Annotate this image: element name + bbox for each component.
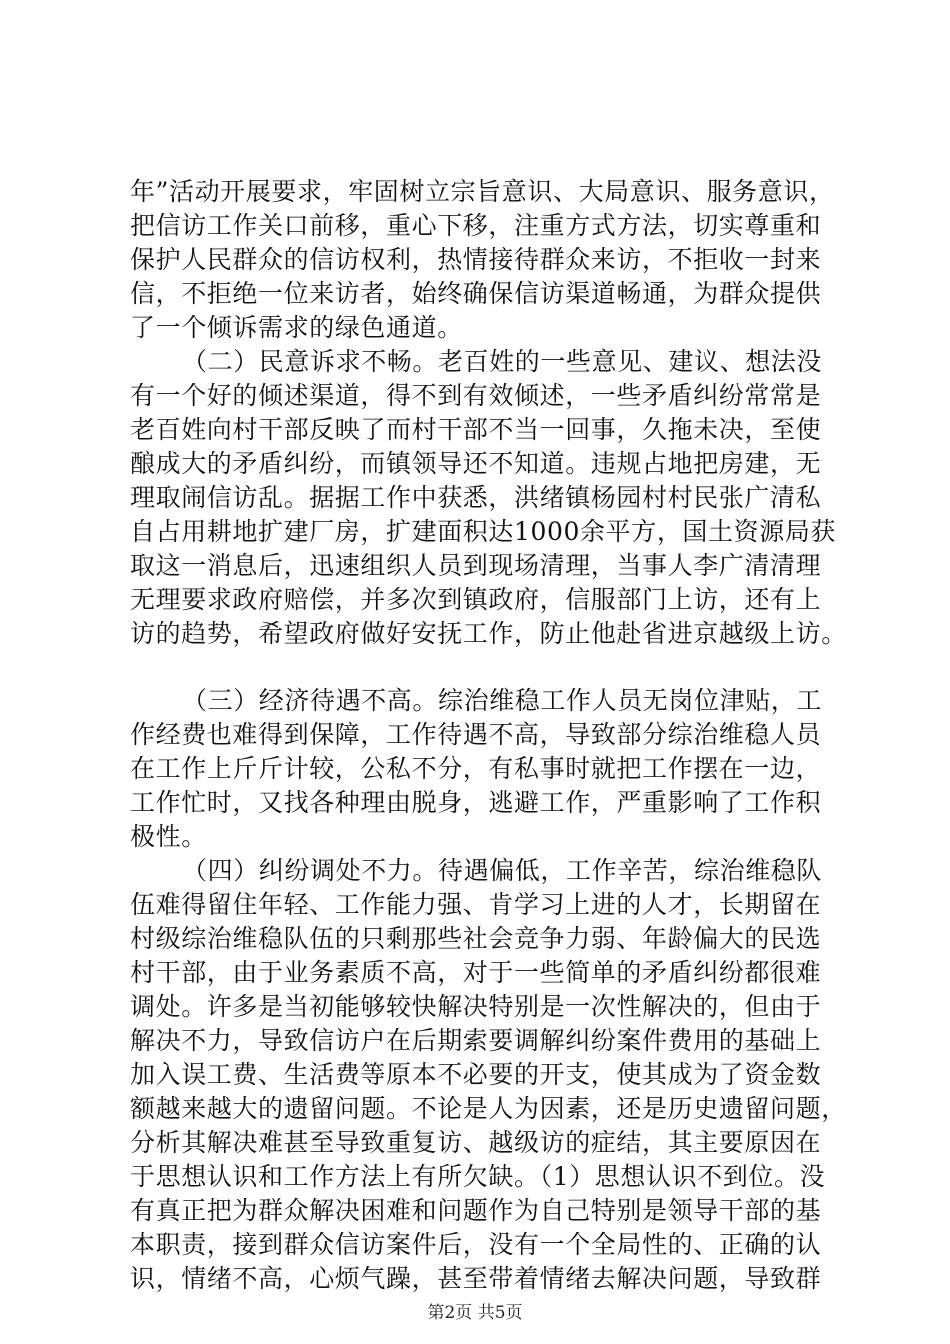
text-line-13: 无理要求政府赔偿，并多次到镇政府，信服部门上访，还有上 — [130, 585, 822, 614]
paragraph-3-start: （三）经济待遇不高。综治维稳工作人员无岗位津贴，工 — [182, 686, 823, 715]
text-line-18: 工作忙时，又找各种理由脱身，逃避工作，严重影响了工作积 — [130, 788, 822, 817]
text-line-31: 本职责，接到群众信访案件后，没有一个全局性的、正确的认 — [130, 1230, 822, 1259]
text-line-23: 村干部，由于业务素质不高，对于一些简单的矛盾纠纷都很难 — [130, 958, 822, 987]
text-line-27: 额越来越大的遗留问题。不论是人为因素，还是历史遗留问题， — [130, 1094, 847, 1123]
text-line-10: 理取闹信访乱。据据工作中获悉，洪绪镇杨园村村民张广清私 — [130, 483, 822, 512]
text-line-7: 有一个好的倾述渠道，得不到有效倾述，一些矛盾纠纷常常是 — [130, 381, 822, 410]
text-line-21: 伍难得留住年轻、工作能力强、肯学习上进的人才，长期留在 — [130, 890, 822, 919]
text-line-24: 调处。许多是当初能够较快解决特别是一次性解决的，但由于 — [130, 992, 822, 1021]
text-line-9: 酿成大的矛盾纠纷，而镇领导还不知道。违规占地把房建，无 — [130, 449, 822, 478]
page-number-footer: 第2页 共5页 — [427, 1303, 523, 1323]
text-line-28: 分析其解决难甚至导致重复访、越级访的症结，其主要原因在 — [130, 1128, 822, 1157]
text-line-8: 老百姓向村干部反映了而村干部不当一回事，久拖未决，至使 — [130, 415, 822, 444]
text-line-19: 极性。 — [130, 822, 207, 851]
text-line-29: 于思想认识和工作方法上有所欠缺。（1）思想认识不到位。没 — [130, 1162, 826, 1191]
text-line-25: 解决不力，导致信访户在后期索要调解纠纷案件费用的基础上 — [130, 1026, 822, 1055]
text-line-14: 访的趋势，希望政府做好安抚工作，防止他赴省进京越级上访。 — [130, 619, 847, 648]
text-line-22: 村级综治维稳队伍的只剩那些社会竞争力弱、年龄偏大的民选 — [130, 924, 822, 953]
text-line-1: 年”活动开展要求，牢固树立宗旨意识、大局意识、服务意识， — [130, 177, 835, 206]
text-line-2: 把信访工作关口前移，重心下移，注重方式方法，切实尊重和 — [130, 211, 822, 240]
text-line-3: 保护人民群众的信访权利，热情接待群众来访，不拒收一封来 — [130, 245, 822, 274]
paragraph-2-start: （二）民意诉求不畅。老百姓的一些意见、建议、想法没 — [182, 347, 823, 376]
text-line-17: 在工作上斤斤计较，公私不分，有私事时就把工作摆在一边， — [130, 754, 822, 783]
paragraph-4-start: （四）纠纷调处不力。待遇偏低，工作辛苦，综治维稳队 — [182, 856, 823, 885]
text-line-4: 信，不拒绝一位来访者，始终确保信访渠道畅通，为群众提供 — [130, 279, 822, 308]
text-line-16: 作经费也难得到保障，工作待遇不高，导致部分综治维稳人员 — [130, 720, 822, 749]
text-line-12: 取这一消息后，迅速组织人员到现场清理，当事人李广清清理 — [130, 551, 822, 580]
text-line-5: 了一个倾诉需求的绿色通道。 — [130, 313, 463, 342]
text-line-26: 加入误工费、生活费等原本不必要的开支，使其成为了资金数 — [130, 1060, 822, 1089]
text-line-11: 自占用耕地扩建厂房，扩建面积达1000余平方，国土资源局获 — [130, 517, 837, 546]
text-line-32: 识，情绪不高，心烦气躁，甚至带着情绪去解决问题，导致群 — [130, 1264, 822, 1293]
text-line-30: 有真正把为群众解决困难和问题作为自己特别是领导干部的基 — [130, 1196, 822, 1225]
